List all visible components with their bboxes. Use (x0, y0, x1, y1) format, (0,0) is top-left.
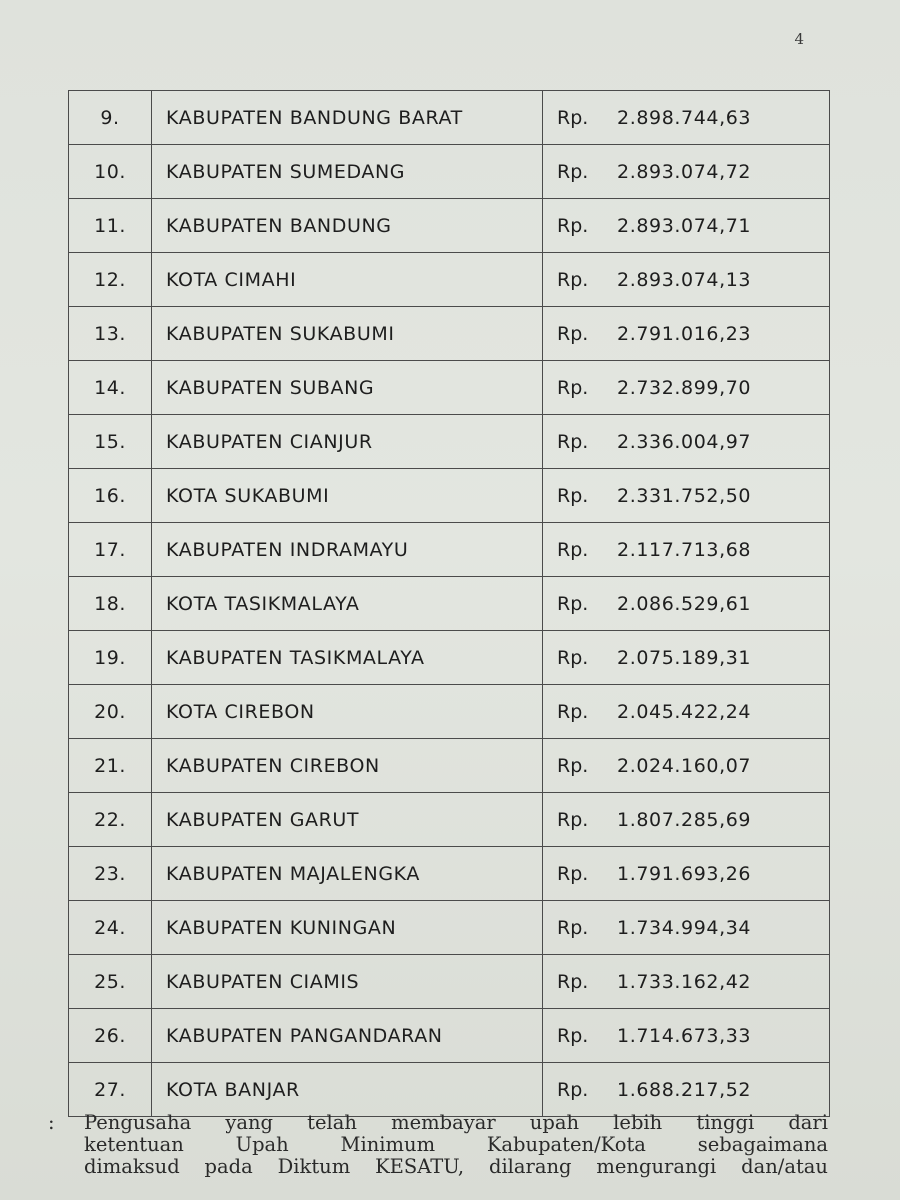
note-line: dimaksud pada Diktum KESATU, dilarang mengurangi dan/atau (84, 1155, 828, 1178)
region-name: KABUPATEN SUKABUMI (152, 307, 543, 361)
currency-label: Rp. (557, 1024, 589, 1047)
table-row (69, 91, 830, 145)
wage-amount: 2.893.074,72 (617, 160, 752, 183)
wage-cell (543, 685, 830, 739)
row-number: 27. (69, 1063, 152, 1117)
note-line: ketentuan Upah Minimum Kabupaten/Kota sebagaimana (84, 1133, 828, 1156)
region-name: KABUPATEN SUBANG (152, 361, 543, 415)
table-row (69, 253, 830, 307)
wage-amount: 1.733.162,42 (617, 970, 752, 993)
currency-label: Rp. (557, 862, 589, 885)
currency-label: Rp. (557, 106, 589, 129)
wage-cell (543, 901, 830, 955)
table-row (69, 1063, 830, 1117)
note-marker: : (48, 1111, 55, 1134)
row-number: 19. (69, 631, 152, 685)
currency-label: Rp. (557, 700, 589, 723)
wage-cell (543, 1063, 830, 1117)
row-number: 9. (69, 91, 152, 145)
table-row (69, 469, 830, 523)
wage-cell (543, 415, 830, 469)
row-number: 10. (69, 145, 152, 199)
note-line: Pengusaha yang telah membayar upah lebih tinggi dari (84, 1111, 828, 1134)
wage-amount: 2.331.752,50 (617, 484, 752, 507)
table-row (69, 739, 830, 793)
table-row (69, 793, 830, 847)
table-row (69, 577, 830, 631)
wage-cell (543, 199, 830, 253)
table-row (69, 415, 830, 469)
wage-amount: 2.075.189,31 (617, 646, 752, 669)
table-row (69, 901, 830, 955)
note-text (84, 1112, 828, 1178)
currency-label: Rp. (557, 160, 589, 183)
wage-amount: 2.732.899,70 (617, 376, 752, 399)
minimum-wage-table (68, 90, 830, 1117)
region-name: KABUPATEN CIANJUR (152, 415, 543, 469)
wage-cell (543, 91, 830, 145)
region-name: KOTA TASIKMALAYA (152, 577, 543, 631)
wage-amount: 2.086.529,61 (617, 592, 752, 615)
wage-cell (543, 469, 830, 523)
row-number: 18. (69, 577, 152, 631)
currency-label: Rp. (557, 916, 589, 939)
table-row (69, 523, 830, 577)
region-name: KOTA SUKABUMI (152, 469, 543, 523)
currency-label: Rp. (557, 322, 589, 345)
wage-amount: 2.893.074,13 (617, 268, 752, 291)
region-name: KABUPATEN CIAMIS (152, 955, 543, 1009)
wage-cell (543, 847, 830, 901)
wage-cell (543, 361, 830, 415)
region-name: KABUPATEN PANGANDARAN (152, 1009, 543, 1063)
row-number: 15. (69, 415, 152, 469)
table-row (69, 631, 830, 685)
region-name: KOTA BANJAR (152, 1063, 543, 1117)
row-number: 23. (69, 847, 152, 901)
row-number: 11. (69, 199, 152, 253)
table-row (69, 307, 830, 361)
region-name: KABUPATEN SUMEDANG (152, 145, 543, 199)
region-name: KOTA CIREBON (152, 685, 543, 739)
row-number: 14. (69, 361, 152, 415)
row-number: 16. (69, 469, 152, 523)
table-row (69, 847, 830, 901)
wage-amount: 1.688.217,52 (617, 1078, 752, 1101)
wage-amount: 2.117.713,68 (617, 538, 752, 561)
currency-label: Rp. (557, 592, 589, 615)
wage-cell (543, 145, 830, 199)
row-number: 13. (69, 307, 152, 361)
row-number: 17. (69, 523, 152, 577)
currency-label: Rp. (557, 1078, 589, 1101)
row-number: 26. (69, 1009, 152, 1063)
wage-cell (543, 307, 830, 361)
row-number: 21. (69, 739, 152, 793)
wage-amount: 2.893.074,71 (617, 214, 752, 237)
wage-amount: 2.045.422,24 (617, 700, 752, 723)
row-number: 24. (69, 901, 152, 955)
wage-amount: 2.898.744,63 (617, 106, 752, 129)
currency-label: Rp. (557, 538, 589, 561)
wage-cell (543, 253, 830, 307)
currency-label: Rp. (557, 808, 589, 831)
table-row (69, 955, 830, 1009)
wage-amount: 2.336.004,97 (617, 430, 752, 453)
currency-label: Rp. (557, 268, 589, 291)
currency-label: Rp. (557, 646, 589, 669)
table-row (69, 199, 830, 253)
region-name: KABUPATEN GARUT (152, 793, 543, 847)
wage-cell (543, 631, 830, 685)
currency-label: Rp. (557, 484, 589, 507)
region-name: KABUPATEN BANDUNG BARAT (152, 91, 543, 145)
wage-table-body (69, 91, 830, 1117)
currency-label: Rp. (557, 430, 589, 453)
region-name: KABUPATEN MAJALENGKA (152, 847, 543, 901)
wage-amount: 1.791.693,26 (617, 862, 752, 885)
wage-cell (543, 793, 830, 847)
wage-amount: 1.807.285,69 (617, 808, 752, 831)
wage-cell (543, 523, 830, 577)
table-row (69, 361, 830, 415)
region-name: KABUPATEN CIREBON (152, 739, 543, 793)
region-name: KOTA CIMAHI (152, 253, 543, 307)
region-name: KABUPATEN KUNINGAN (152, 901, 543, 955)
currency-label: Rp. (557, 970, 589, 993)
region-name: KABUPATEN INDRAMAYU (152, 523, 543, 577)
wage-cell (543, 955, 830, 1009)
wage-cell (543, 1009, 830, 1063)
row-number: 25. (69, 955, 152, 1009)
wage-cell (543, 739, 830, 793)
table-row (69, 1009, 830, 1063)
table-row (69, 145, 830, 199)
row-number: 12. (69, 253, 152, 307)
region-name: KABUPATEN TASIKMALAYA (152, 631, 543, 685)
wage-amount: 1.714.673,33 (617, 1024, 752, 1047)
wage-cell (543, 577, 830, 631)
currency-label: Rp. (557, 754, 589, 777)
row-number: 22. (69, 793, 152, 847)
page-number: 4 (794, 30, 804, 48)
wage-amount: 2.024.160,07 (617, 754, 752, 777)
row-number: 20. (69, 685, 152, 739)
wage-amount: 1.734.994,34 (617, 916, 752, 939)
region-name: KABUPATEN BANDUNG (152, 199, 543, 253)
currency-label: Rp. (557, 214, 589, 237)
wage-amount: 2.791.016,23 (617, 322, 752, 345)
table-row (69, 685, 830, 739)
currency-label: Rp. (557, 376, 589, 399)
